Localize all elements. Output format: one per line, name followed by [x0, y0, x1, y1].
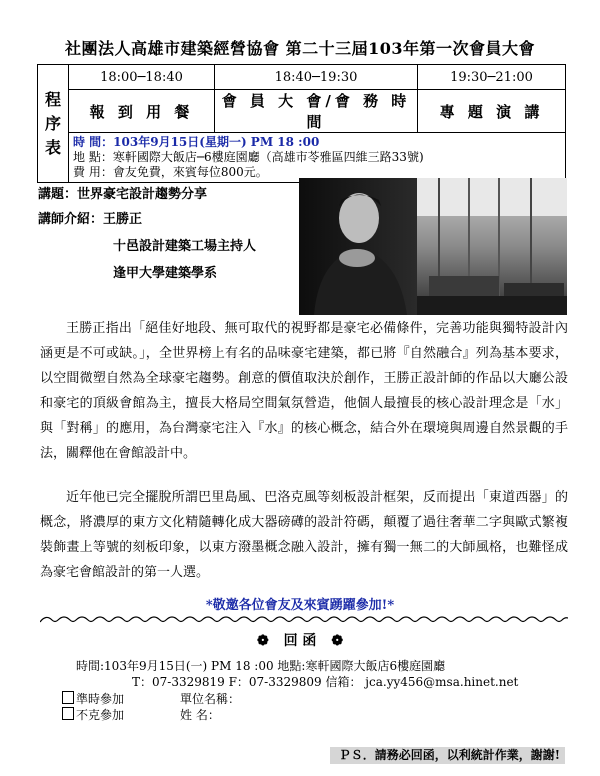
- ps-note: ＰＳ．請務必回函，以利統計作業，謝謝!: [330, 747, 565, 764]
- activity-2: 會 員 大 會/會 務 時 間: [215, 90, 418, 133]
- flower-icon: ❁: [256, 633, 269, 649]
- schedule-table: [37, 64, 566, 183]
- document-title: 社團法人高雄市建築經營協會 第二十三屆103年第一次會員大會: [65, 39, 535, 58]
- time-slot-3: 19:30─21:00: [418, 65, 566, 90]
- reply-title: ❁ 回 函 ❁: [256, 633, 344, 649]
- schedule-row-label: 程 序 表: [38, 65, 69, 183]
- event-time: 時 間：103年9月15日(星期一) PM 18 :00: [73, 135, 320, 149]
- event-fee: 費 用：會友免費，來賓每位800元。: [73, 165, 268, 179]
- event-place: 地 點：寒軒國際大飯店─6樓庭園廳（高雄市苓雅區四維三路33號): [73, 150, 424, 164]
- name-label: 姓 名：: [180, 708, 220, 722]
- not-attend-option[interactable]: 不克參加: [62, 706, 124, 723]
- paragraph-1: 王勝正指出「絕佳好地段、無可取代的視野都是豪宅必備條件，完善功能與獨特設計內涵更是不可或缺。」，全世界榜上有名的品味豪宅建築，都已將『自然融合』列為基本要求，以空間微塑自然為全球豪宅趨勢。創意的價值取決於創作，王勝正設計師的作品以大廳公設和豪宅的頂級會館為主，擅長大格局空間氣氛營造，他個人最擅長的核心設計理念是「水」與「對稱」的應用，為台灣豪宅注入『水』的核心概念，結合外在環境與周邊自然景觀的手法，關釋他在會館設計中。: [40, 321, 568, 461]
- time-slot-1: 18:00─18:40: [69, 65, 215, 90]
- speaker-photo: [299, 178, 567, 315]
- flower-icon: ❁: [331, 633, 344, 649]
- speaker-intro: 講師介紹：王勝正: [38, 212, 143, 227]
- invitation-note: *敬邀各位會友及來賓踴躍參加!*: [205, 598, 395, 613]
- reply-contact: T：07-3329819 F：07-3329809 信箱： jca.yy456@msa.hinet.net: [132, 675, 519, 689]
- not-attend-checkbox[interactable]: [62, 707, 74, 720]
- unit-name-label: 單位名稱：: [180, 692, 241, 706]
- wave-divider-graphic: [40, 613, 568, 626]
- attend-option[interactable]: 準時參加: [62, 690, 124, 707]
- speaker-credential-1: 十邑設計建築工場主持人: [113, 239, 257, 254]
- paragraph-2: 近年他已完全擺脫所謂巴里島風、巴洛克風等刻板設計框架，反而提出「東道西器」的概念，將濃厚的東方文化精隨轉化成大器磅礡的設計符碼，顛覆了過往奢華二字與歐式繁複裝飾畫上等號的刻板印象，以東方潑墨概念融入設計，擁有獨一無二的大師風格，也難怪成為豪宅會館設計的第一人選。: [40, 490, 568, 580]
- speaker-credential-2: 逢甲大學建築學系: [113, 266, 218, 281]
- speaker-photo-image: [299, 178, 567, 315]
- event-info: [69, 133, 566, 183]
- attend-checkbox[interactable]: [62, 691, 74, 704]
- time-slot-2: 18:40─19:30: [215, 65, 418, 90]
- reply-time-place: 時間:103年9月15日(一) PM 18 :00 地點:寒軒國際大飯店6樓庭園廳: [76, 659, 446, 673]
- activity-3: 專 題 演 講: [418, 90, 566, 133]
- talk-topic: 講題：世界豪宅設計趨勢分享: [38, 187, 208, 202]
- wave-divider: [40, 612, 568, 626]
- activity-1: 報 到 用 餐: [69, 90, 215, 133]
